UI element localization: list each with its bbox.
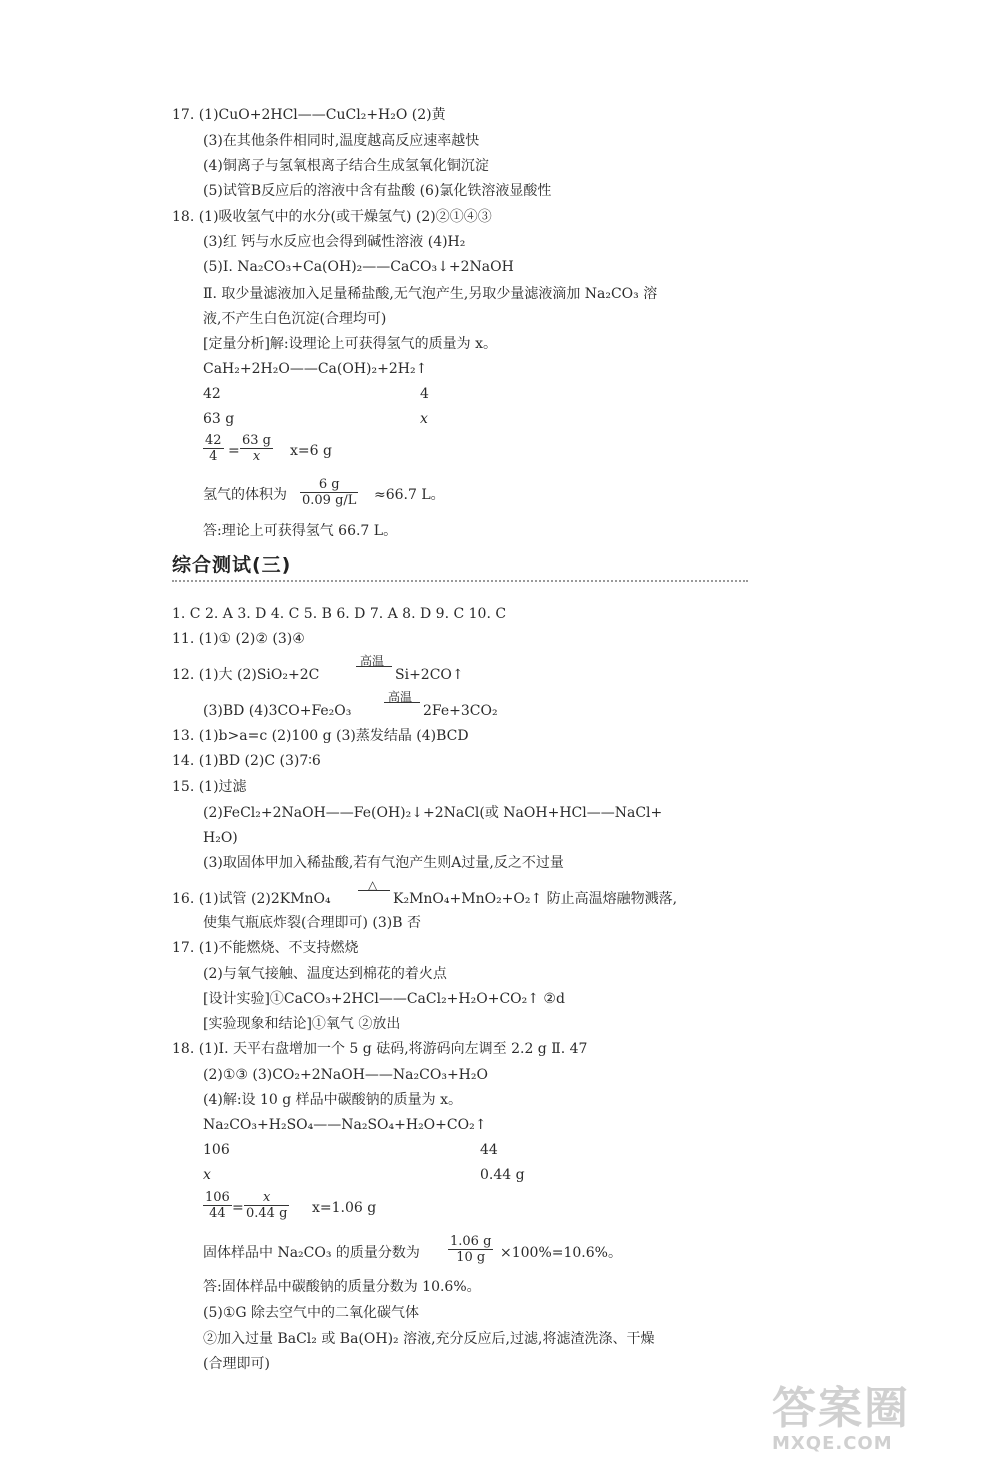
calc-mass-1-right: 4 bbox=[420, 386, 429, 402]
volume-den: 0.09 g/L bbox=[302, 493, 357, 508]
ratio-right-num: 63 g bbox=[242, 433, 271, 448]
q17b-line-1: 17. (1)不能燃烧、不支持燃烧 bbox=[172, 940, 359, 956]
answers-1-10: 1. C 2. A 3. D 4. C 5. B 6. D 7. A 8. D 9. C 10. C bbox=[172, 606, 507, 622]
volume-fraction bbox=[300, 477, 358, 508]
q18b-line-3: (4)解:设 10 g 样品中碳酸钠的质量为 x。 bbox=[203, 1092, 463, 1108]
ratio2-right-num: x bbox=[244, 1190, 289, 1206]
q12-line-d: 2Fe+3CO₂ bbox=[423, 703, 498, 719]
calc-mass-1-left: 42 bbox=[203, 386, 221, 402]
mass-fraction-num: 1.06 g bbox=[450, 1234, 492, 1249]
q12-line-b: Si+2CO↑ bbox=[395, 667, 464, 683]
q16-line-a: 16. (1)试管 (2)2KMnO₄ bbox=[172, 891, 331, 907]
ratio2-result: x=1.06 g bbox=[312, 1200, 377, 1216]
volume-prefix: 氢气的体积为 bbox=[203, 487, 287, 503]
ratio2-left-num: 106 bbox=[205, 1190, 230, 1205]
calc2-mass-2-right: 0.44 g bbox=[480, 1167, 525, 1183]
ratio2-equals: = bbox=[232, 1200, 244, 1216]
q18-line-1: 18. (1)吸收氢气中的水分(或干燥氢气) (2)②①④③ bbox=[172, 209, 492, 225]
mass-fraction-result: ×100%=10.6%。 bbox=[500, 1245, 622, 1261]
q16-line-c: 使集气瓶底炸裂(合理即可) (3)B 否 bbox=[203, 915, 421, 931]
q17-line-2: (3)在其他条件相同时,温度越高反应速率越快 bbox=[203, 133, 480, 149]
section-title: 综合测试(三) bbox=[172, 554, 292, 576]
mass-fraction bbox=[448, 1234, 493, 1265]
q12-line-c: (3)BD (4)3CO+Fe₂O₃ bbox=[203, 703, 352, 719]
q18-line-3: (5)Ⅰ. Na₂CO₃+Ca(OH)₂——CaCO₃↓+2NaOH bbox=[203, 259, 514, 275]
q18-5-line-b: ②加入过量 BaCl₂ 或 Ba(OH)₂ 溶液,充分反应后,过滤,将滤渣洗涤、干燥 bbox=[203, 1331, 655, 1347]
q12-condition-2: 高温 bbox=[388, 690, 413, 704]
q17b-line-3: [设计实验]①CaCO₃+2HCl——CaCl₂+H₂O+CO₂↑ ②d bbox=[203, 991, 565, 1007]
frac2-prefix: 固体样品中 Na₂CO₃ 的质量分数为 bbox=[203, 1245, 420, 1261]
ratio-right-den: x bbox=[252, 449, 261, 464]
q12-condition-line bbox=[356, 666, 392, 667]
q16-line-b: K₂MnO₄+MnO₂+O₂↑ 防止高温熔融物溅落, bbox=[393, 891, 678, 907]
ratio-result: x=6 g bbox=[290, 443, 332, 459]
q18-line-4: Ⅱ. 取少量滤液加入足量稀盐酸,无气泡产生,另取少量滤液滴加 Na₂CO₃ 溶 bbox=[203, 286, 658, 302]
mass-fraction-den: 10 g bbox=[456, 1250, 486, 1265]
q16-condition: △ bbox=[368, 878, 378, 892]
q18-5-line-a: (5)①G 除去空气中的二氧化碳气体 bbox=[203, 1305, 420, 1321]
calc2-mass-1-right: 44 bbox=[480, 1142, 498, 1158]
watermark-logo bbox=[772, 1385, 982, 1465]
ratio-left-num: 42 bbox=[205, 433, 222, 448]
q18b-line-4: Na₂CO₃+H₂SO₄——Na₂SO₄+H₂O+CO₂↑ bbox=[203, 1117, 487, 1133]
ratio-left-fraction bbox=[203, 433, 224, 464]
q12-condition: 高温 bbox=[360, 654, 385, 668]
ratio2-right-den: 0.44 g bbox=[246, 1206, 288, 1221]
watermark-url: MXQE.COM bbox=[772, 1433, 893, 1454]
calc2-mass-2-left: x bbox=[203, 1167, 211, 1183]
ratio2-right-fraction bbox=[244, 1190, 289, 1221]
q15-line-3: H₂O) bbox=[203, 830, 238, 846]
q17-line-4: (5)试管B反应后的溶液中含有盐酸 (6)氯化铁溶液显酸性 bbox=[203, 183, 552, 199]
calc2-mass-1-left: 106 bbox=[203, 1142, 230, 1158]
q15-line-2: (2)FeCl₂+2NaOH——Fe(OH)₂↓+2NaCl(或 NaOH+HCl——NaCl+ bbox=[203, 805, 663, 821]
q18-line-5: 液,不产生白色沉淀(合理均可) bbox=[203, 311, 387, 327]
q18-5-line-c: (合理即可) bbox=[203, 1356, 270, 1372]
q15-line-1: 15. (1)过滤 bbox=[172, 779, 247, 795]
q15-line-4: (3)取固体甲加入稀盐酸,若有气泡产生则A过量,反之不过量 bbox=[203, 855, 564, 871]
q18-line-6: [定量分析]解:设理论上可获得氢气的质量为 x。 bbox=[203, 336, 497, 352]
volume-result: ≈66.7 L。 bbox=[374, 487, 445, 503]
q14-line: 14. (1)BD (2)C (3)7∶6 bbox=[172, 753, 321, 769]
volume-num: 6 g bbox=[300, 477, 358, 493]
ratio-right-fraction bbox=[240, 433, 273, 464]
ratio-equals: = bbox=[228, 443, 240, 459]
section-divider bbox=[172, 580, 748, 582]
q13-line: 13. (1)b>a=c (2)100 g (3)蒸发结晶 (4)BCD bbox=[172, 728, 469, 744]
calc-mass-2-right: x bbox=[420, 411, 428, 427]
watermark-text: 答案圈 bbox=[772, 1383, 910, 1434]
calc-mass-2-left: 63 g bbox=[203, 411, 235, 427]
q17b-line-4: [实验现象和结论]①氧气 ②放出 bbox=[203, 1016, 401, 1032]
q18-line-7: CaH₂+2H₂O——Ca(OH)₂+2H₂↑ bbox=[203, 361, 428, 377]
q18b-line-2: (2)①③ (3)CO₂+2NaOH——Na₂CO₃+H₂O bbox=[203, 1067, 488, 1083]
q17b-line-2: (2)与氧气接触、温度达到棉花的着火点 bbox=[203, 966, 447, 982]
q12-line-a: 12. (1)大 (2)SiO₂+2C bbox=[172, 667, 320, 683]
ratio2-left-den: 44 bbox=[209, 1206, 226, 1221]
q18b-line-1: 18. (1)Ⅰ. 天平右盘增加一个 5 g 砝码,将游码向左调至 2.2 g Ⅱ. 47 bbox=[172, 1041, 588, 1057]
ratio2-left-fraction bbox=[203, 1190, 232, 1221]
q11-line: 11. (1)① (2)② (3)④ bbox=[172, 631, 305, 647]
calc2-answer: 答:固体样品中碳酸钠的质量分数为 10.6%。 bbox=[203, 1279, 481, 1295]
q12-condition-2-line bbox=[384, 702, 420, 703]
q18-line-2: (3)红 钙与水反应也会得到碱性溶液 (4)H₂ bbox=[203, 234, 466, 250]
q17-line-3: (4)铜离子与氢氧根离子结合生成氢氧化铜沉淀 bbox=[203, 158, 489, 174]
q16-condition-line bbox=[358, 890, 390, 891]
calc-answer: 答:理论上可获得氢气 66.7 L。 bbox=[203, 523, 398, 539]
q17-line-1: 17. (1)CuO+2HCl——CuCl₂+H₂O (2)黄 bbox=[172, 107, 446, 123]
ratio-left-den: 4 bbox=[209, 449, 218, 464]
